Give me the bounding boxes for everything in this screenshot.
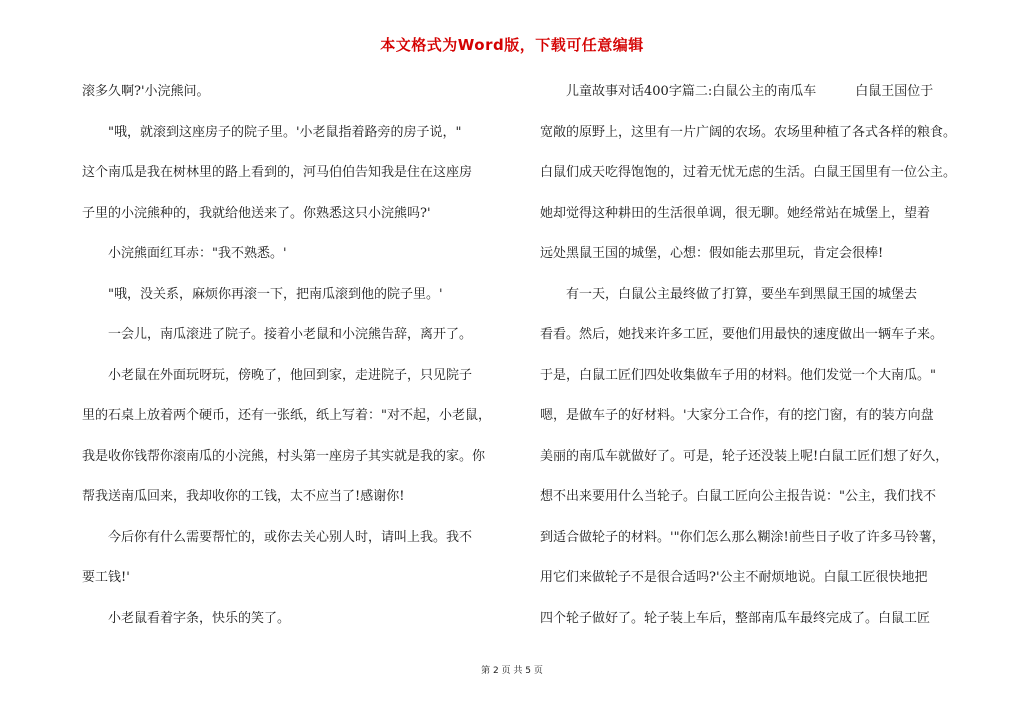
text-line: 看看。然后，她找来许多工匠，要他们用最快的速度做出一辆车子来。 bbox=[540, 327, 944, 342]
text-line: 四个轮子做好了。轮子装上车后，整部南瓜车最终完成了。白鼠工匠 bbox=[540, 610, 931, 626]
text-line: 子里的小浣熊种的，我就给他送来了。你熟悉这只小浣熊吗?' bbox=[82, 205, 431, 221]
right-text-column bbox=[540, 80, 972, 647]
text-line: 里的石桌上放着两个硬币，还有一张纸，纸上写着："对不起，小老鼠， bbox=[82, 408, 491, 423]
text-line: "哦，没关系，麻烦你再滚一下，把南瓜滚到他的院子里。' bbox=[82, 286, 443, 302]
text-line: 这个南瓜是我在树林里的路上看到的，河马伯伯告知我是住在这座房 bbox=[82, 165, 473, 180]
text-line: 今后你有什么需要帮忙的，或你去关心别人时，请叫上我。我不 bbox=[82, 529, 473, 545]
text-line: 小老鼠看着字条，快乐的笑了。 bbox=[82, 610, 291, 626]
text-line: "哦，就滚到这座房子的院子里。'小老鼠指着路旁的房子说，" bbox=[82, 124, 462, 140]
text-line: 儿童故事对话400字篇二:白鼠公主的南瓜车 白鼠王国位于 bbox=[540, 84, 934, 99]
text-line: 帮我送南瓜回来，我却收你的工钱，太不应当了!感谢你! bbox=[82, 489, 405, 504]
text-line: 要工钱!' bbox=[82, 570, 130, 585]
text-line: 美丽的南瓜车就做好了。可是，轮子还没装上呢!白鼠工匠们想了好久， bbox=[540, 448, 949, 464]
text-line: 宽敞的原野上，这里有一片广阔的农场。农场里种植了各式各样的粮食。 bbox=[540, 124, 957, 140]
text-line: 远处黑鼠王国的城堡，心想：假如能去那里玩，肯定会很棒! bbox=[540, 246, 884, 261]
page-number-footer: 第 2 页 共 5 页 bbox=[481, 666, 543, 676]
text-line: 想不出来要用什么当轮子。白鼠工匠向公主报告说："公主，我们找不 bbox=[540, 489, 936, 504]
left-text-column bbox=[82, 80, 512, 647]
text-line: 于是，白鼠工匠们四处收集做车子用的材料。他们发觉一个大南瓜。" bbox=[540, 367, 936, 383]
text-line: 一会儿，南瓜滚进了院子。接着小老鼠和小浣熊告辞，离开了。 bbox=[82, 327, 473, 342]
text-line: 小浣熊面红耳赤："我不熟悉。' bbox=[82, 246, 287, 261]
text-line: 我是收你钱帮你滚南瓜的小浣熊，村头第一座房子其实就是我的家。你 bbox=[82, 448, 486, 464]
text-line: 有一天，白鼠公主最终做了打算，要坐车到黑鼠王国的城堡去 bbox=[540, 286, 918, 302]
text-line: 滚多久啊?'小浣熊问。 bbox=[82, 84, 210, 99]
word-format-banner: 本文格式为Word版，下载可任意编辑 bbox=[380, 36, 644, 54]
text-line: 用它们来做轮子不是很合适吗?'公主不耐烦地说。白鼠工匠很快地把 bbox=[540, 570, 928, 585]
text-line: 小老鼠在外面玩呀玩，傍晚了，他回到家，走进院子，只见院子 bbox=[82, 367, 473, 383]
text-line: 到适合做轮子的材料。'"你们怎么那么糊涂!前些日子收了许多马铃薯， bbox=[540, 529, 945, 545]
text-line: 白鼠们成天吃得饱饱的，过着无忧无虑的生活。白鼠王国里有一位公主。 bbox=[540, 165, 957, 180]
text-line: 嗯，是做车子的好材料。'大家分工合作，有的挖门窗，有的装方向盘 bbox=[540, 408, 934, 423]
text-line: 她却觉得这种耕田的生活很单调，很无聊。她经常站在城堡上，望着 bbox=[540, 205, 931, 221]
